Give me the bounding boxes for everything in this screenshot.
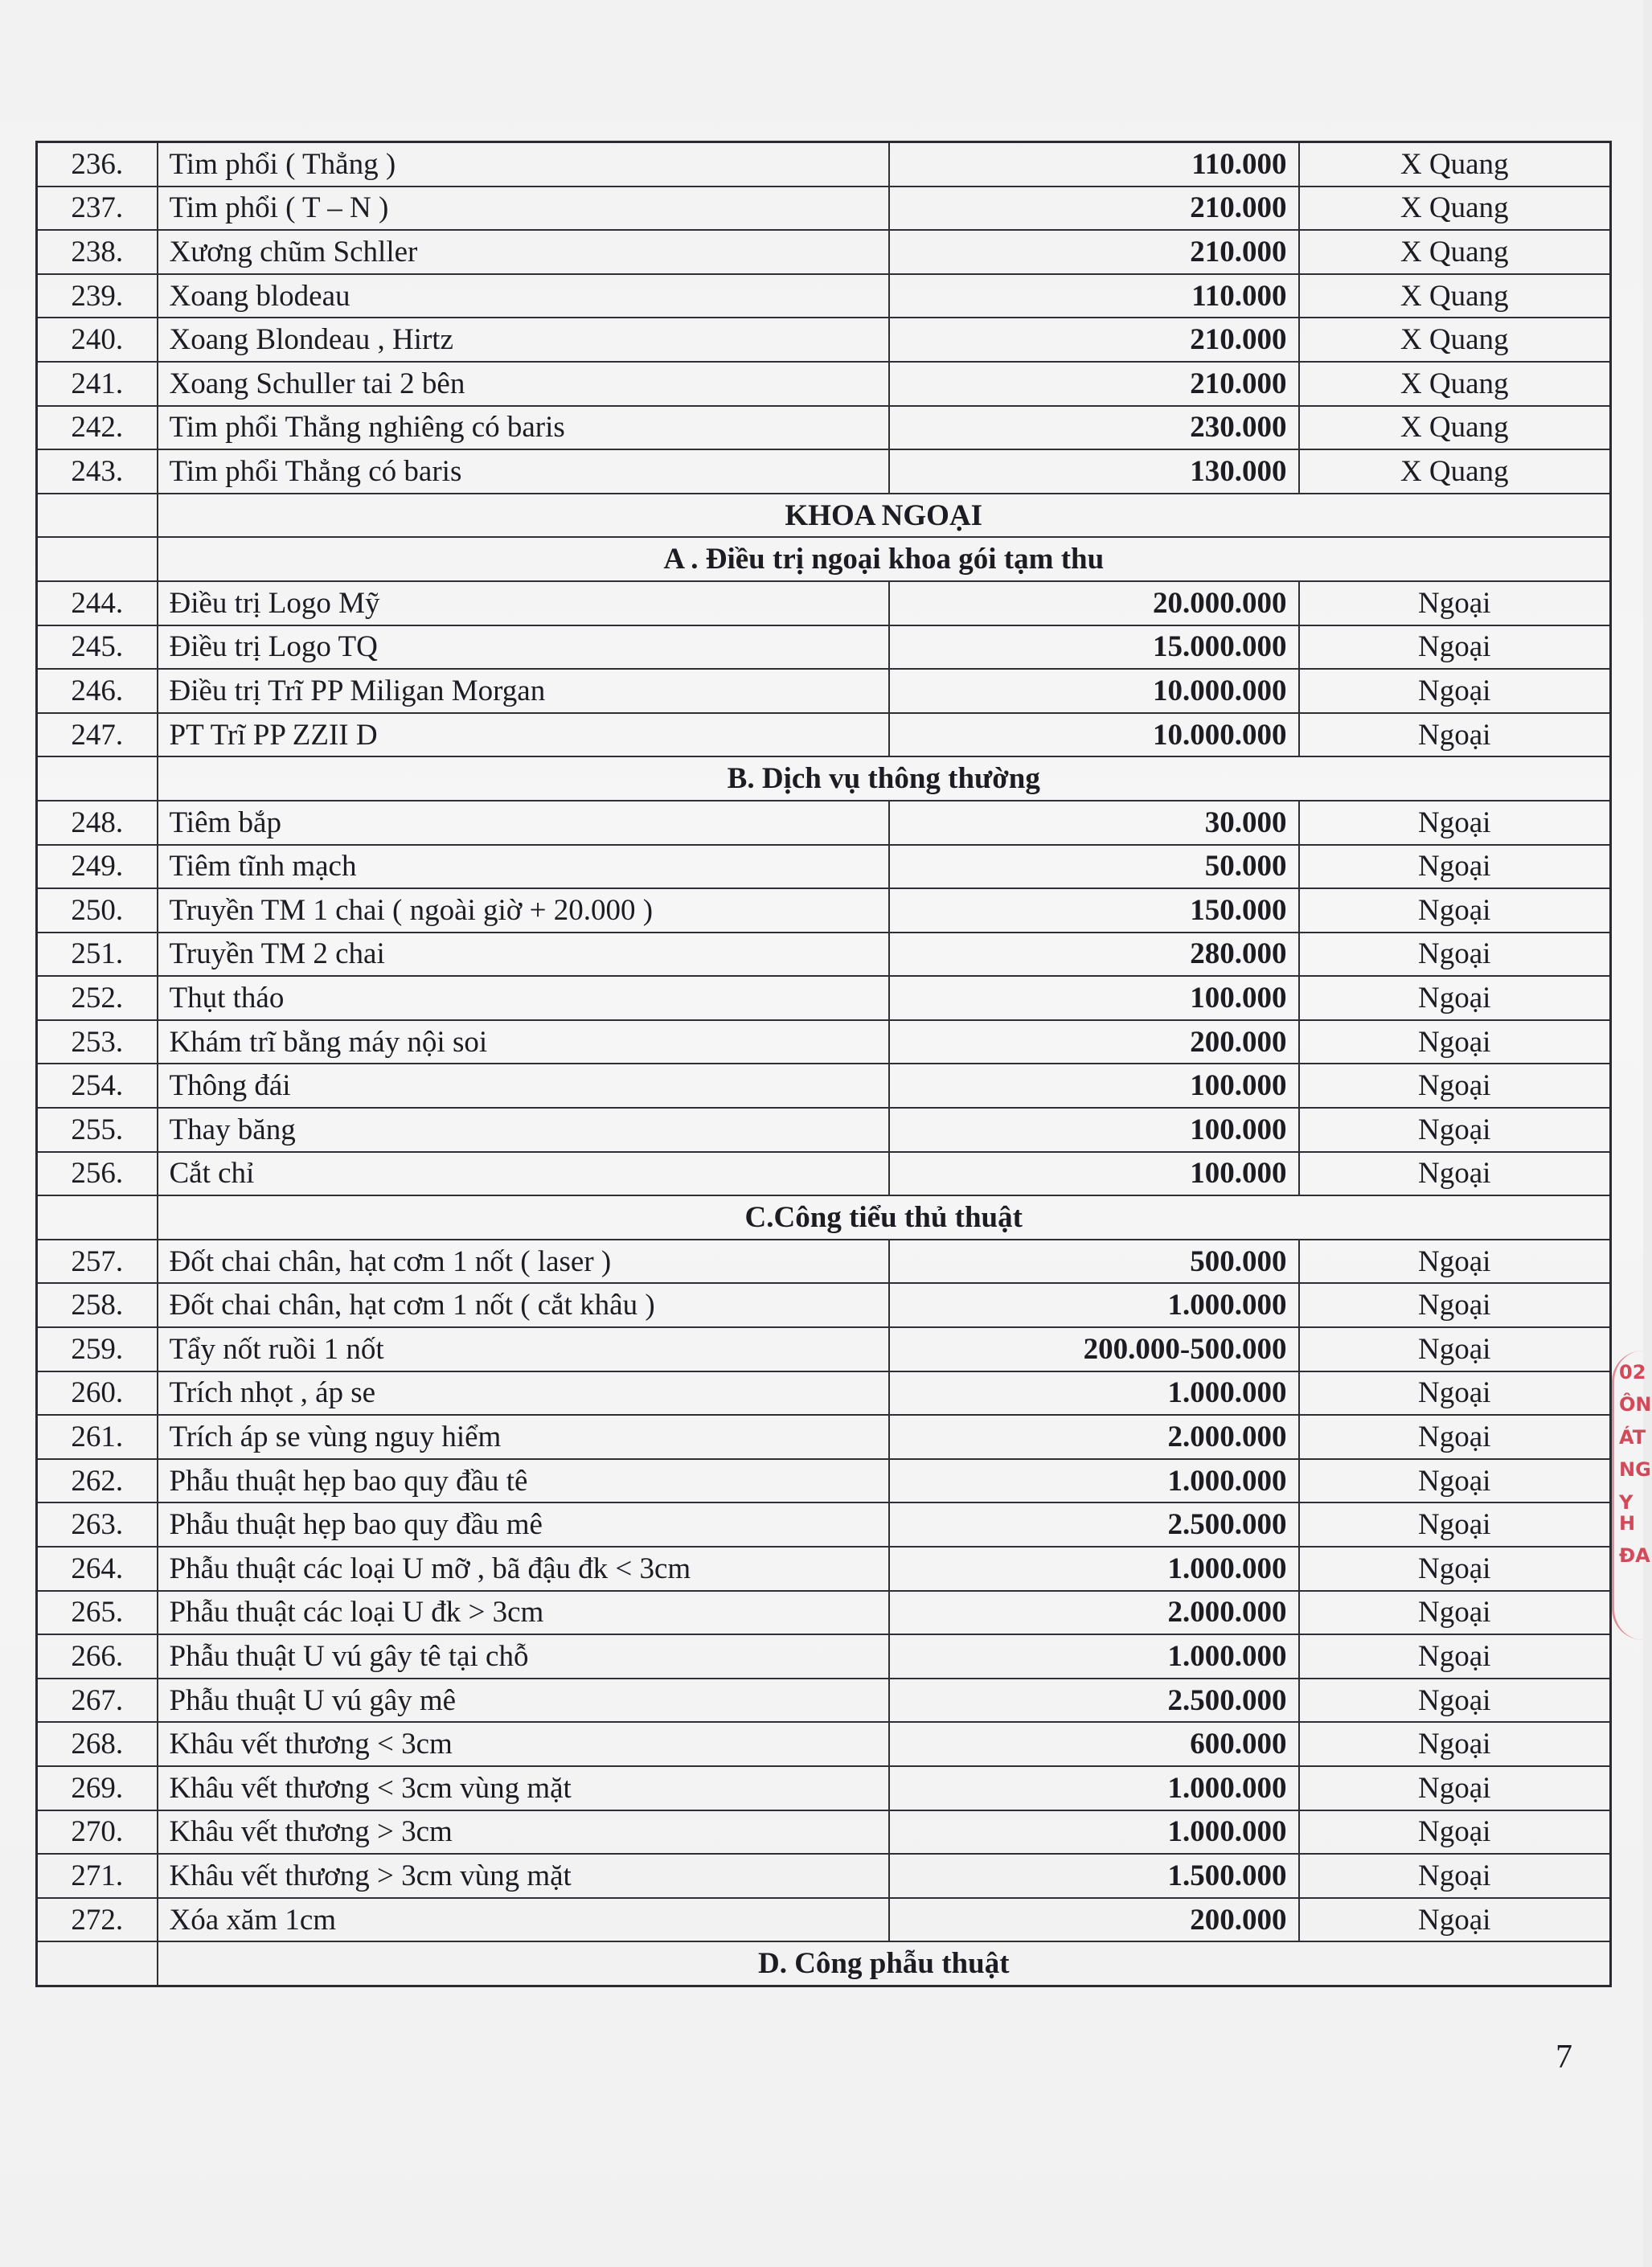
table-row xyxy=(37,230,1611,274)
table-row xyxy=(37,1064,1611,1108)
section-empty-cell xyxy=(37,537,158,581)
service-name: Tim phổi ( T – N ) xyxy=(158,187,889,231)
row-number: 253. xyxy=(37,1020,158,1064)
table-row xyxy=(37,1766,1611,1810)
department: X Quang xyxy=(1299,142,1611,187)
service-price: 2.500.000 xyxy=(889,1679,1299,1723)
service-price: 200.000 xyxy=(889,1898,1299,1942)
service-price: 100.000 xyxy=(889,1064,1299,1108)
section-header-row xyxy=(37,1941,1611,1986)
table-row xyxy=(37,1722,1611,1766)
department: Ngoại xyxy=(1299,1591,1611,1635)
service-name: Phẫu thuật U vú gây mê xyxy=(158,1679,889,1723)
department: Ngoại xyxy=(1299,1854,1611,1898)
department: Ngoại xyxy=(1299,625,1611,670)
service-price: 210.000 xyxy=(889,187,1299,231)
department: Ngoại xyxy=(1299,888,1611,933)
row-number: 242. xyxy=(37,406,158,450)
table-row xyxy=(37,1459,1611,1503)
service-price: 280.000 xyxy=(889,933,1299,977)
department: Ngoại xyxy=(1299,581,1611,625)
service-price: 100.000 xyxy=(889,1108,1299,1152)
section-title: C.Công tiểu thủ thuật xyxy=(158,1195,1611,1240)
section-header-row xyxy=(37,756,1611,801)
table-row xyxy=(37,669,1611,713)
table-row xyxy=(37,1634,1611,1679)
row-number: 262. xyxy=(37,1459,158,1503)
row-number: 239. xyxy=(37,274,158,318)
section-empty-cell xyxy=(37,756,158,801)
department: Ngoại xyxy=(1299,1327,1611,1371)
service-name: Điều trị Logo TQ xyxy=(158,625,889,670)
row-number: 255. xyxy=(37,1108,158,1152)
department: Ngoại xyxy=(1299,1020,1611,1064)
service-price: 230.000 xyxy=(889,406,1299,450)
row-number: 261. xyxy=(37,1415,158,1459)
section-header-row xyxy=(37,494,1611,538)
department: X Quang xyxy=(1299,318,1611,362)
table-row xyxy=(37,1502,1611,1547)
table-row xyxy=(37,1415,1611,1459)
department: Ngoại xyxy=(1299,1064,1611,1108)
service-name: Phẫu thuật hẹp bao quy đầu mê xyxy=(158,1502,889,1547)
row-number: 244. xyxy=(37,581,158,625)
table-row xyxy=(37,581,1611,625)
department: Ngoại xyxy=(1299,1547,1611,1591)
service-price: 150.000 xyxy=(889,888,1299,933)
service-name: Trích áp se vùng nguy hiểm xyxy=(158,1415,889,1459)
service-name: Thông đái xyxy=(158,1064,889,1108)
service-price: 210.000 xyxy=(889,230,1299,274)
row-number: 236. xyxy=(37,142,158,187)
service-price: 210.000 xyxy=(889,362,1299,406)
service-price: 600.000 xyxy=(889,1722,1299,1766)
service-name: Trích nhọt , áp se xyxy=(158,1371,889,1416)
table-row xyxy=(37,888,1611,933)
table-row xyxy=(37,1898,1611,1942)
service-price: 2.000.000 xyxy=(889,1591,1299,1635)
department: Ngoại xyxy=(1299,933,1611,977)
table-row xyxy=(37,1152,1611,1196)
section-title: D. Công phẫu thuật xyxy=(158,1941,1611,1986)
page-number: 7 xyxy=(1556,2039,1572,2076)
row-number: 250. xyxy=(37,888,158,933)
service-price: 1.000.000 xyxy=(889,1810,1299,1855)
table-row xyxy=(37,1679,1611,1723)
price-table-body xyxy=(37,142,1611,1986)
row-number: 263. xyxy=(37,1502,158,1547)
service-price: 1.000.000 xyxy=(889,1766,1299,1810)
service-name: Xoang blodeau xyxy=(158,274,889,318)
department: X Quang xyxy=(1299,274,1611,318)
table-row xyxy=(37,449,1611,494)
service-name: Thay băng xyxy=(158,1108,889,1152)
section-title: B. Dịch vụ thông thường xyxy=(158,756,1611,801)
row-number: 259. xyxy=(37,1327,158,1371)
table-row xyxy=(37,845,1611,889)
service-price: 1.000.000 xyxy=(889,1371,1299,1416)
row-number: 272. xyxy=(37,1898,158,1942)
service-name: Cắt chỉ xyxy=(158,1152,889,1196)
service-name: Đốt chai chân, hạt cơm 1 nốt ( laser ) xyxy=(158,1240,889,1284)
department: Ngoại xyxy=(1299,713,1611,757)
row-number: 267. xyxy=(37,1679,158,1723)
row-number: 260. xyxy=(37,1371,158,1416)
table-row xyxy=(37,406,1611,450)
row-number: 265. xyxy=(37,1591,158,1635)
row-number: 270. xyxy=(37,1810,158,1855)
department: X Quang xyxy=(1299,406,1611,450)
service-name: Xoang Blondeau , Hirtz xyxy=(158,318,889,362)
row-number: 251. xyxy=(37,933,158,977)
service-name: Xóa xăm 1cm xyxy=(158,1898,889,1942)
table-row xyxy=(37,142,1611,187)
department: Ngoại xyxy=(1299,976,1611,1020)
service-price: 1.000.000 xyxy=(889,1547,1299,1591)
department: X Quang xyxy=(1299,362,1611,406)
row-number: 247. xyxy=(37,713,158,757)
service-name: Điều trị Trĩ PP Miligan Morgan xyxy=(158,669,889,713)
table-row xyxy=(37,713,1611,757)
service-name: Truyền TM 1 chai ( ngoài giờ + 20.000 ) xyxy=(158,888,889,933)
department: Ngoại xyxy=(1299,1679,1611,1723)
row-number: 246. xyxy=(37,669,158,713)
service-price: 1.000.000 xyxy=(889,1283,1299,1327)
service-name: Tim phổi Thẳng nghiêng có baris xyxy=(158,406,889,450)
service-name: Khám trĩ bằng máy nội soi xyxy=(158,1020,889,1064)
table-row xyxy=(37,1283,1611,1327)
row-number: 269. xyxy=(37,1766,158,1810)
table-row xyxy=(37,976,1611,1020)
service-name: Phẫu thuật các loại U mỡ , bã đậu đk < 3cm xyxy=(158,1547,889,1591)
department: Ngoại xyxy=(1299,1108,1611,1152)
row-number: 252. xyxy=(37,976,158,1020)
table-row xyxy=(37,274,1611,318)
service-price: 1.500.000 xyxy=(889,1854,1299,1898)
section-empty-cell xyxy=(37,1941,158,1986)
service-name: Tim phổi Thẳng có baris xyxy=(158,449,889,494)
section-header-row xyxy=(37,1195,1611,1240)
department: Ngoại xyxy=(1299,1152,1611,1196)
department: Ngoại xyxy=(1299,801,1611,845)
table-row xyxy=(37,1810,1611,1855)
row-number: 258. xyxy=(37,1283,158,1327)
section-title: KHOA NGOẠI xyxy=(158,494,1611,538)
department: Ngoại xyxy=(1299,1502,1611,1547)
section-title: A . Điều trị ngoại khoa gói tạm thu xyxy=(158,537,1611,581)
table-row xyxy=(37,1327,1611,1371)
service-name: Phẫu thuật hẹp bao quy đầu tê xyxy=(158,1459,889,1503)
service-price: 500.000 xyxy=(889,1240,1299,1284)
row-number: 237. xyxy=(37,187,158,231)
department: X Quang xyxy=(1299,230,1611,274)
department: Ngoại xyxy=(1299,1766,1611,1810)
service-name: Điều trị Logo Mỹ xyxy=(158,581,889,625)
service-price: 200.000 xyxy=(889,1020,1299,1064)
row-number: 254. xyxy=(37,1064,158,1108)
service-name: Truyền TM 2 chai xyxy=(158,933,889,977)
department: Ngoại xyxy=(1299,1898,1611,1942)
service-name: Xoang Schuller tai 2 bên xyxy=(158,362,889,406)
service-name: Tẩy nốt ruồi 1 nốt xyxy=(158,1327,889,1371)
row-number: 243. xyxy=(37,449,158,494)
service-price: 110.000 xyxy=(889,274,1299,318)
price-table xyxy=(35,141,1612,1987)
service-name: Khâu vết thương > 3cm xyxy=(158,1810,889,1855)
service-name: Thụt tháo xyxy=(158,976,889,1020)
service-name: Tiêm bắp xyxy=(158,801,889,845)
table-row xyxy=(37,187,1611,231)
table-row xyxy=(37,1547,1611,1591)
service-name: Khâu vết thương < 3cm vùng mặt xyxy=(158,1766,889,1810)
section-header-row xyxy=(37,537,1611,581)
service-name: Phẫu thuật các loại U đk > 3cm xyxy=(158,1591,889,1635)
section-empty-cell xyxy=(37,1195,158,1240)
department: Ngoại xyxy=(1299,1459,1611,1503)
department: Ngoại xyxy=(1299,1722,1611,1766)
service-name: Khâu vết thương < 3cm xyxy=(158,1722,889,1766)
row-number: 257. xyxy=(37,1240,158,1284)
service-name: Đốt chai chân, hạt cơm 1 nốt ( cắt khâu ) xyxy=(158,1283,889,1327)
table-row xyxy=(37,1240,1611,1284)
service-price: 50.000 xyxy=(889,845,1299,889)
service-price: 10.000.000 xyxy=(889,669,1299,713)
service-name: Xương chũm Schller xyxy=(158,230,889,274)
row-number: 241. xyxy=(37,362,158,406)
row-number: 245. xyxy=(37,625,158,670)
table-row xyxy=(37,933,1611,977)
table-row xyxy=(37,1108,1611,1152)
department: Ngoại xyxy=(1299,1634,1611,1679)
row-number: 240. xyxy=(37,318,158,362)
department: Ngoại xyxy=(1299,1240,1611,1284)
department: Ngoại xyxy=(1299,669,1611,713)
row-number: 238. xyxy=(37,230,158,274)
service-price: 100.000 xyxy=(889,976,1299,1020)
service-price: 20.000.000 xyxy=(889,581,1299,625)
row-number: 264. xyxy=(37,1547,158,1591)
row-number: 268. xyxy=(37,1722,158,1766)
department: X Quang xyxy=(1299,187,1611,231)
department: X Quang xyxy=(1299,449,1611,494)
section-empty-cell xyxy=(37,494,158,538)
service-name: Tiêm tĩnh mạch xyxy=(158,845,889,889)
department: Ngoại xyxy=(1299,1810,1611,1855)
row-number: 271. xyxy=(37,1854,158,1898)
row-number: 248. xyxy=(37,801,158,845)
service-price: 30.000 xyxy=(889,801,1299,845)
service-price: 2.500.000 xyxy=(889,1502,1299,1547)
service-price: 15.000.000 xyxy=(889,625,1299,670)
service-name: Tim phổi ( Thẳng ) xyxy=(158,142,889,187)
table-row xyxy=(37,1020,1611,1064)
service-price: 1.000.000 xyxy=(889,1634,1299,1679)
service-price: 110.000 xyxy=(889,142,1299,187)
service-name: PT Trĩ PP ZZII D xyxy=(158,713,889,757)
row-number: 266. xyxy=(37,1634,158,1679)
service-name: Phẫu thuật U vú gây tê tại chỗ xyxy=(158,1634,889,1679)
table-row xyxy=(37,1591,1611,1635)
row-number: 256. xyxy=(37,1152,158,1196)
table-row xyxy=(37,625,1611,670)
table-row xyxy=(37,362,1611,406)
service-price: 2.000.000 xyxy=(889,1415,1299,1459)
department: Ngoại xyxy=(1299,845,1611,889)
row-number: 249. xyxy=(37,845,158,889)
department: Ngoại xyxy=(1299,1415,1611,1459)
table-row xyxy=(37,1854,1611,1898)
service-price: 130.000 xyxy=(889,449,1299,494)
service-price: 100.000 xyxy=(889,1152,1299,1196)
department: Ngoại xyxy=(1299,1283,1611,1327)
table-row xyxy=(37,1371,1611,1416)
service-price: 1.000.000 xyxy=(889,1459,1299,1503)
table-row xyxy=(37,801,1611,845)
service-name: Khâu vết thương > 3cm vùng mặt xyxy=(158,1854,889,1898)
service-price: 200.000-500.000 xyxy=(889,1327,1299,1371)
red-stamp-seal: 02 ÔN ÁT NG Y H ĐA xyxy=(1612,1351,1643,1640)
table-row xyxy=(37,318,1611,362)
service-price: 10.000.000 xyxy=(889,713,1299,757)
department: Ngoại xyxy=(1299,1371,1611,1416)
service-price: 210.000 xyxy=(889,318,1299,362)
